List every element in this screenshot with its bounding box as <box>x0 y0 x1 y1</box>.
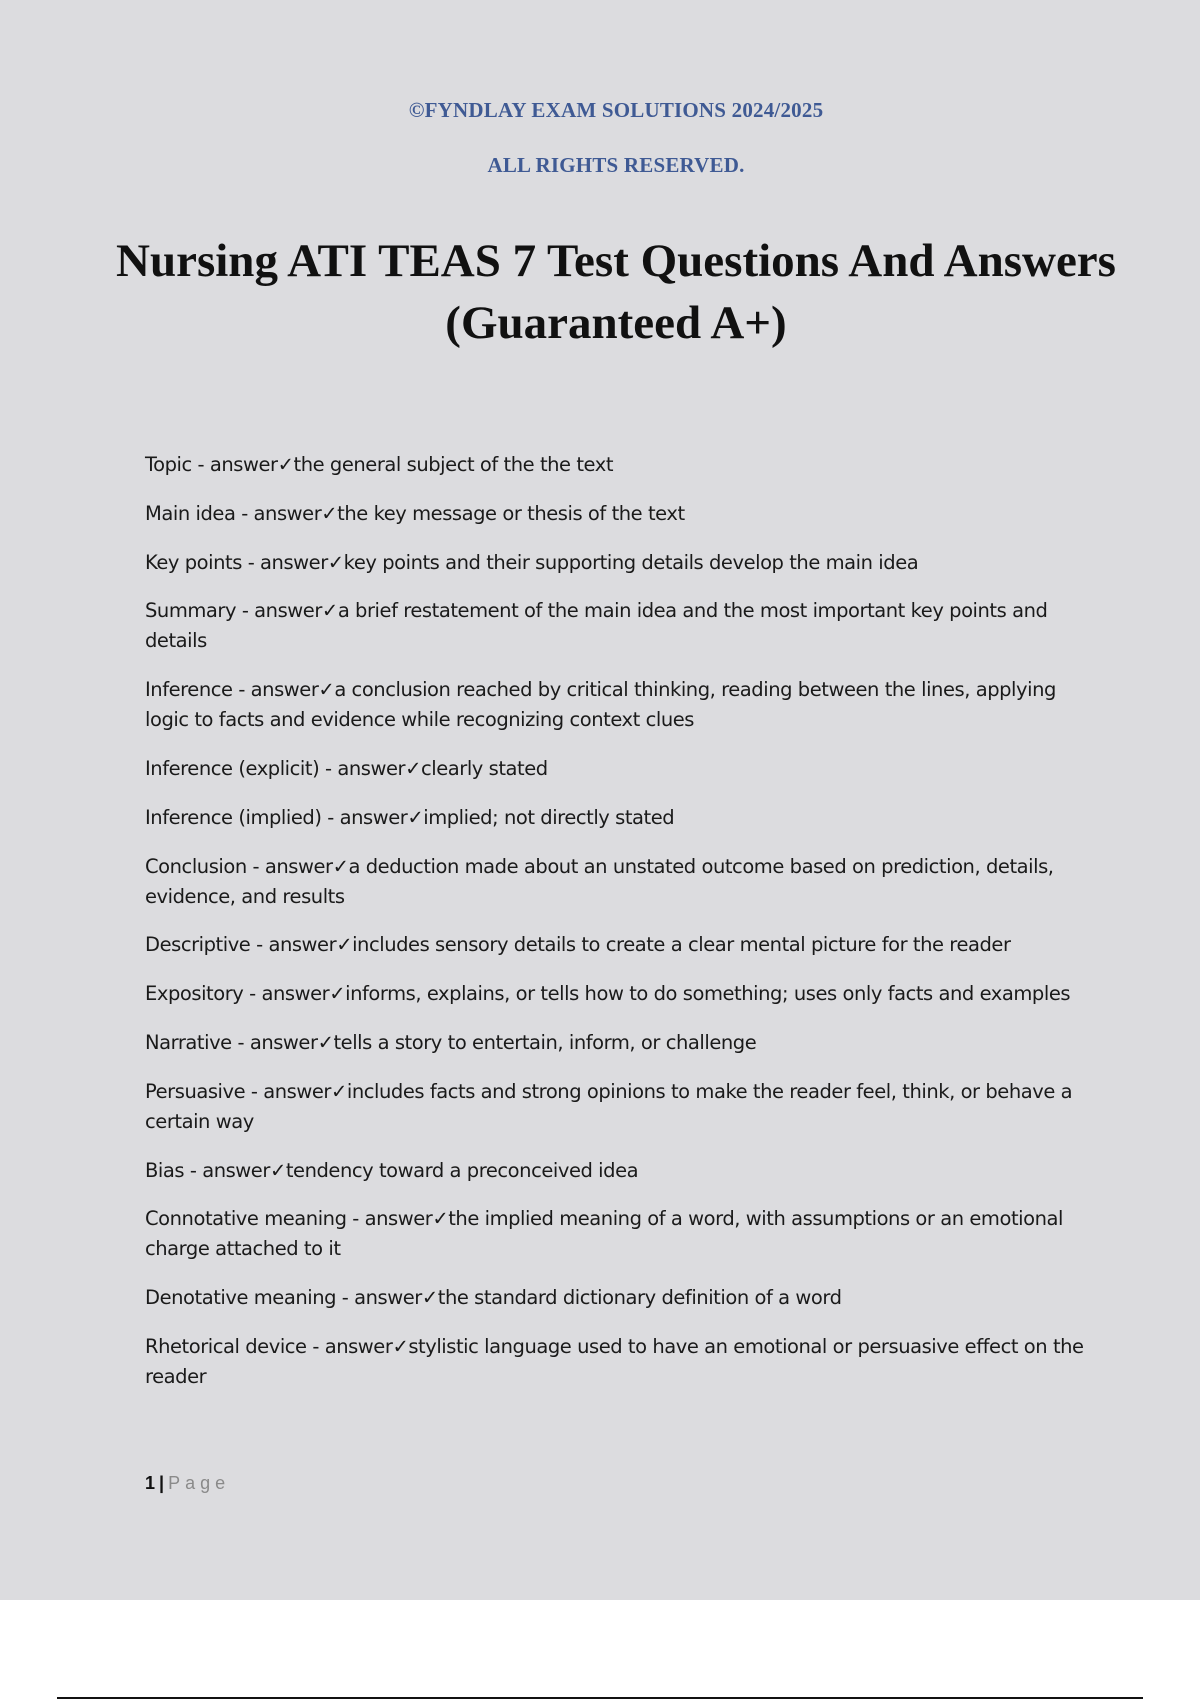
qa-term: Expository <box>145 982 244 1006</box>
checkmark-icon: ✓ <box>277 453 294 476</box>
qa-item-persuasive <box>145 1077 1095 1137</box>
qa-term: Inference (implied) <box>145 805 322 829</box>
qa-answer: the key message or thesis of the text <box>337 501 685 525</box>
qa-answer: clearly stated <box>420 756 548 780</box>
qa-item-descriptive <box>145 930 1095 960</box>
qa-term: Topic <box>145 453 192 476</box>
qa-term: Key points <box>145 550 242 574</box>
qa-term: Inference (explicit) <box>145 756 320 780</box>
checkmark-icon: ✓ <box>329 982 346 1006</box>
qa-separator: - answer <box>232 678 319 702</box>
qa-separator: - answer <box>319 756 406 780</box>
qa-item-narrative <box>145 1028 1095 1058</box>
qa-item-topic <box>145 450 1095 480</box>
qa-separator: - answer <box>346 1207 433 1231</box>
qa-item-key-points <box>145 548 1095 578</box>
qa-answer: tendency toward a preconceived idea <box>285 1158 639 1182</box>
qa-separator: - answer <box>306 1334 393 1358</box>
qa-separator: - answer <box>184 1158 270 1182</box>
qa-answer: tells a story to entertain, inform, or challenge <box>333 1030 757 1054</box>
checkmark-icon: ✓ <box>321 501 338 525</box>
qa-separator: - answer <box>321 805 408 829</box>
qa-term: Summary <box>145 599 237 623</box>
checkmark-icon: ✓ <box>318 678 335 702</box>
qa-answer: the implied meaning of a word, with assumptions or an emotional charge attached to it <box>145 1207 1063 1261</box>
qa-separator: - answer <box>231 1030 318 1054</box>
qa-answer: implied; not directly stated <box>423 805 675 829</box>
qa-term: Connotative meaning <box>145 1207 347 1231</box>
checkmark-icon: ✓ <box>332 854 349 878</box>
rights-header: ALL RIGHTS RESERVED. <box>487 153 745 177</box>
qa-answer: includes facts and strong opinions to make the reader feel, think, or behave a certain way <box>145 1079 1073 1133</box>
qa-item-main-idea <box>145 499 1095 529</box>
qa-term: Denotative meaning <box>145 1286 337 1310</box>
next-page-rule <box>57 1697 1143 1699</box>
checkmark-icon: ✓ <box>321 599 338 623</box>
qa-separator: - answer <box>246 854 333 878</box>
qa-separator: - answer <box>236 599 322 623</box>
qa-term: Conclusion <box>145 854 247 878</box>
qa-item-summary <box>145 596 1095 656</box>
qa-term: Main idea <box>145 501 236 525</box>
qa-separator: - answer <box>243 982 330 1006</box>
qa-item-inference-implied <box>145 803 1095 833</box>
qa-separator: - answer <box>241 550 328 574</box>
qa-item-expository <box>145 979 1095 1009</box>
checkmark-icon: ✓ <box>331 1079 347 1103</box>
checkmark-icon: ✓ <box>432 1207 449 1231</box>
checkmark-icon: ✓ <box>392 1334 409 1358</box>
qa-item-denotative-meaning <box>145 1283 1095 1313</box>
page-footer <box>145 1473 230 1494</box>
qa-answer: includes sensory details to create a clear mental picture for the reader <box>352 933 1011 957</box>
qa-item-inference <box>145 675 1095 735</box>
qa-term: Bias <box>145 1158 185 1182</box>
checkmark-icon: ✓ <box>317 1030 334 1054</box>
qa-answer: the general subject of the the text <box>293 453 614 476</box>
qa-list <box>145 450 1095 1411</box>
qa-item-conclusion <box>145 852 1095 912</box>
qa-term: Persuasive <box>145 1079 246 1103</box>
qa-separator: - answer <box>245 1079 331 1103</box>
page-number: 1 <box>145 1473 156 1493</box>
qa-term: Descriptive <box>145 933 251 957</box>
qa-answer: informs, explains, or tells how to do something; uses only facts and examples <box>345 982 1071 1006</box>
qa-term: Rhetorical device <box>145 1334 307 1358</box>
qa-term: Inference <box>145 678 233 702</box>
checkmark-icon: ✓ <box>269 1158 286 1182</box>
footer-separator: | <box>159 1473 165 1493</box>
checkmark-icon: ✓ <box>421 1286 438 1310</box>
qa-separator: - answer <box>235 501 322 525</box>
qa-item-connotative-meaning <box>145 1204 1095 1264</box>
qa-answer: a brief restatement of the main idea and the most important key points and details <box>145 599 1048 653</box>
qa-answer: a deduction made about an unstated outcome based on prediction, details, evidence, and results <box>145 854 1054 908</box>
qa-item-rhetorical-device <box>145 1332 1095 1392</box>
document-title: Nursing ATI TEAS 7 Test Questions And Answers (Guaranteed A+) <box>116 235 1116 349</box>
qa-answer: stylistic language used to have an emotional or persuasive effect on the reader <box>145 1334 1084 1388</box>
qa-answer: the standard dictionary definition of a word <box>437 1286 842 1310</box>
checkmark-icon: ✓ <box>327 550 344 574</box>
copyright-header: ©FYNDLAY EXAM SOLUTIONS 2024/2025 <box>408 98 824 122</box>
qa-separator: - answer <box>191 453 278 476</box>
qa-answer: key points and their supporting details develop the main idea <box>343 550 919 574</box>
qa-separator: - answer <box>336 1286 422 1310</box>
qa-term: Narrative <box>145 1030 232 1054</box>
qa-item-inference-explicit <box>145 754 1095 784</box>
checkmark-icon: ✓ <box>407 805 424 829</box>
page-label: Page <box>168 1473 231 1493</box>
qa-item-bias <box>145 1156 1095 1186</box>
qa-separator: - answer <box>250 933 337 957</box>
checkmark-icon: ✓ <box>336 933 353 957</box>
qa-answer: a conclusion reached by critical thinking, reading between the lines, applying logic to facts and evidence while recognizing context clues <box>145 678 1056 732</box>
checkmark-icon: ✓ <box>405 756 421 780</box>
